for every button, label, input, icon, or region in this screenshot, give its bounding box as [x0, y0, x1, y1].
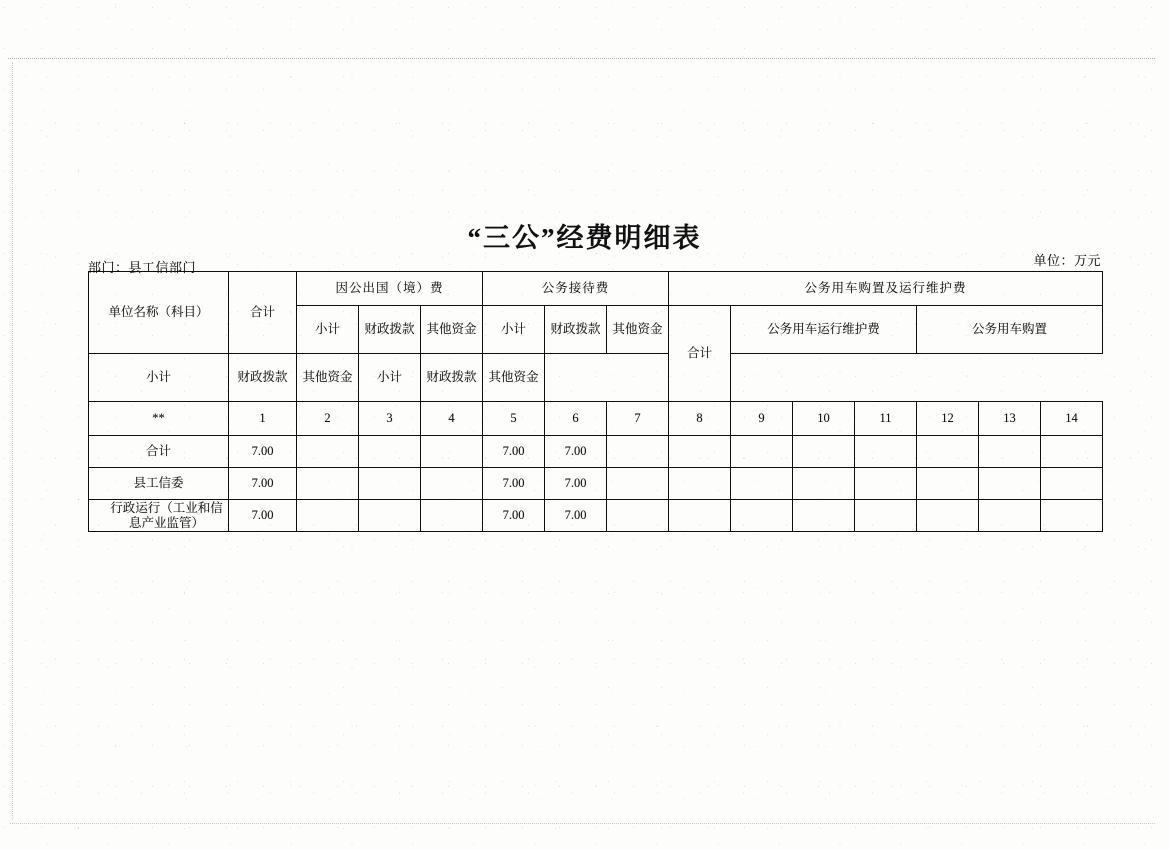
- row-cell: [917, 436, 979, 468]
- row-cell: 7.00: [483, 436, 545, 468]
- row-cell: 7.00: [229, 500, 297, 532]
- table-row: [89, 436, 1103, 468]
- header-vehicle-run-subtotal: 小计: [89, 354, 229, 402]
- row-cell: [1041, 468, 1103, 500]
- row-cell: [731, 468, 793, 500]
- row-cell: 7.00: [483, 500, 545, 532]
- header-group-abroad: 因公出国（境）费: [297, 272, 483, 306]
- num-col-3: 3: [359, 402, 421, 436]
- row-cell: [979, 500, 1041, 532]
- scan-edge-left: [12, 62, 13, 820]
- header-hospitality-fiscal: 财政拨款: [545, 306, 607, 354]
- row-cell: [855, 468, 917, 500]
- row-cell: 7.00: [229, 468, 297, 500]
- header-vehicle-buy-subtotal: 小计: [359, 354, 421, 402]
- header-vehicle-run-other: 其他资金: [297, 354, 359, 402]
- num-col-8: 8: [669, 402, 731, 436]
- header-abroad-subtotal: 小计: [297, 306, 359, 354]
- row-cell: [421, 500, 483, 532]
- page-title: “三公”经费明细表: [467, 223, 702, 253]
- unit-label: 单位：万元: [1033, 253, 1101, 268]
- row-label: 合计: [89, 436, 229, 468]
- row-cell: 7.00: [545, 500, 607, 532]
- header-vehicle-buy-other: 其他资金: [483, 354, 545, 402]
- num-col-1: 1: [229, 402, 297, 436]
- table-header-row-sub2: [89, 354, 1103, 402]
- row-cell: [1041, 500, 1103, 532]
- scan-edge-bottom: [10, 823, 1155, 824]
- row-cell: 7.00: [545, 436, 607, 468]
- num-col-12: 12: [917, 402, 979, 436]
- row-cell: [359, 436, 421, 468]
- table-header-row-groups: [89, 272, 1103, 306]
- num-col-7: 7: [607, 402, 669, 436]
- row-cell: [421, 436, 483, 468]
- row-cell: [359, 500, 421, 532]
- header-group-vehicle: 公务用车购置及运行维护费: [669, 272, 1103, 306]
- row-cell: [607, 468, 669, 500]
- num-col-4: 4: [421, 402, 483, 436]
- num-col-10: 10: [793, 402, 855, 436]
- row-cell: [979, 436, 1041, 468]
- row-cell: [297, 436, 359, 468]
- table-number-row: [89, 402, 1103, 436]
- header-group-hospitality: 公务接待费: [483, 272, 669, 306]
- row-label: 县工信委: [89, 468, 229, 500]
- header-vehicle-running: 公务用车运行维护费: [731, 306, 917, 354]
- row-cell: [793, 468, 855, 500]
- header-vehicle-buy-fiscal: 财政拨款: [421, 354, 483, 402]
- num-col-6: 6: [545, 402, 607, 436]
- num-col-11: 11: [855, 402, 917, 436]
- row-cell: [297, 500, 359, 532]
- header-vehicle-total: 合计: [669, 306, 731, 402]
- row-cell: [855, 500, 917, 532]
- num-col-2: 2: [297, 402, 359, 436]
- table-row: [89, 500, 1103, 532]
- row-cell: [359, 468, 421, 500]
- header-vehicle-run-fiscal: 财政拨款: [229, 354, 297, 402]
- row-cell: [669, 500, 731, 532]
- row-cell: 7.00: [483, 468, 545, 500]
- num-col-13: 13: [979, 402, 1041, 436]
- row-cell: [793, 436, 855, 468]
- row-cell: [731, 500, 793, 532]
- header-vehicle-purchase: 公务用车购置: [917, 306, 1103, 354]
- row-cell: 7.00: [545, 468, 607, 500]
- row-cell: [421, 468, 483, 500]
- row-cell: 7.00: [229, 436, 297, 468]
- row-cell: [917, 500, 979, 532]
- table-row: [89, 468, 1103, 500]
- row-label: 行政运行（工业和信息产业监管）: [89, 500, 229, 532]
- row-cell: [1041, 436, 1103, 468]
- row-cell: [607, 436, 669, 468]
- num-col-14: 14: [1041, 402, 1103, 436]
- row-cell: [669, 436, 731, 468]
- header-abroad-other: 其他资金: [421, 306, 483, 354]
- header-hospitality-other: 其他资金: [607, 306, 669, 354]
- row-cell: [731, 436, 793, 468]
- header-hospitality-subtotal: 小计: [483, 306, 545, 354]
- row-cell: [979, 468, 1041, 500]
- expense-detail-table: [88, 271, 1103, 532]
- scan-edge-top: [8, 58, 1155, 59]
- row-cell: [855, 436, 917, 468]
- header-grand-total: 合计: [229, 272, 297, 354]
- row-cell: [607, 500, 669, 532]
- num-col-0: **: [89, 402, 229, 436]
- num-col-9: 9: [731, 402, 793, 436]
- row-cell: [917, 468, 979, 500]
- row-cell: [669, 468, 731, 500]
- row-cell: [297, 468, 359, 500]
- num-col-5: 5: [483, 402, 545, 436]
- department-label: 部门：县工信部门: [88, 260, 197, 275]
- header-unit-name: 单位名称（科目）: [89, 272, 229, 354]
- row-cell: [793, 500, 855, 532]
- header-abroad-fiscal: 财政拨款: [359, 306, 421, 354]
